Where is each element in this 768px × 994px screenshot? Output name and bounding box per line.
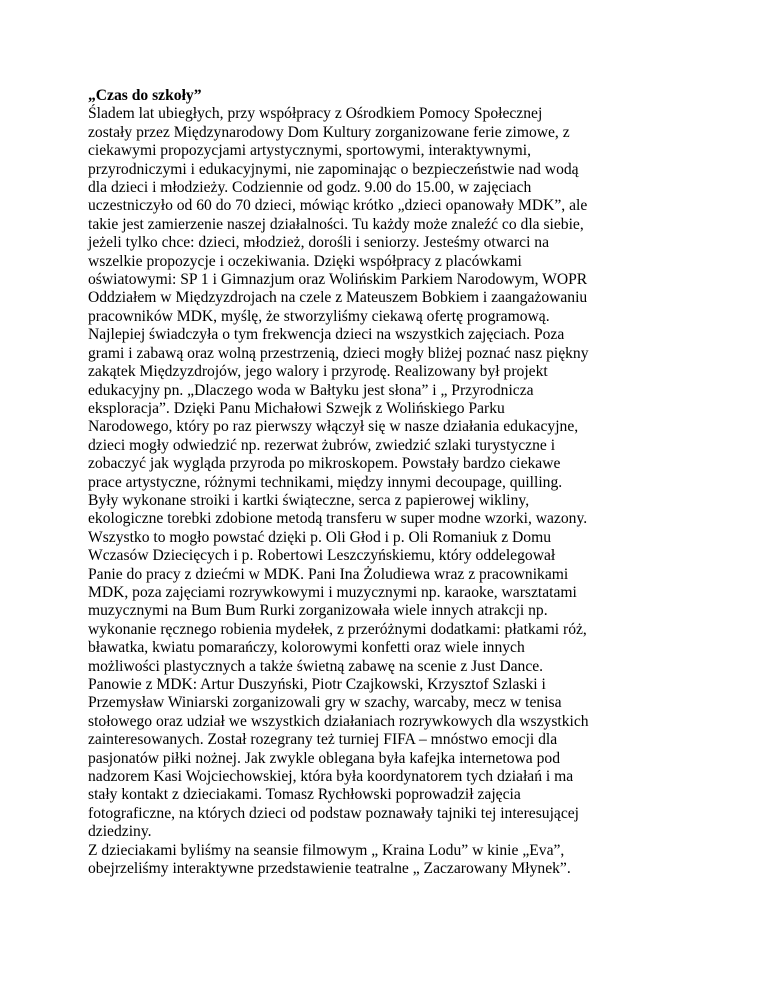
text-line: zobaczyć jak wygląda przyroda po mikroskopem. Powstały bardzo ciekawe (88, 455, 561, 473)
text-line: jeżeli tylko chce: dzieci, młodzież, dorośli i seniorzy. Jesteśmy otwarci na (88, 234, 550, 252)
text-line: wykonanie ręcznego robienia mydełek, z przeróżnymi dodatkami: płatkami róż, (88, 620, 587, 638)
document-body (88, 105, 688, 878)
text-line: zostały przez Międzynarodowy Dom Kultury zorganizowane ferie zimowe, z (88, 123, 570, 141)
text-line: prace artystyczne, różnymi technikami, między innymi decoupage, quilling. (88, 473, 563, 491)
text-line: dziedziny. (88, 823, 152, 841)
text-line: nadzorem Kasi Wojciechowskiej, która była koordynatorem tych działań i ma (88, 768, 574, 786)
text-line: eksploracja”. Dzięki Panu Michałowi Szwejk z Wolińskiego Parku (88, 399, 505, 417)
document-page (88, 87, 688, 878)
text-line: Narodowego, który po raz pierwszy włączył się w nasze działania edukacyjne, (88, 418, 579, 436)
text-line: fotograficzne, na których dzieci od podstaw poznawały tajniki tej interesującej (88, 804, 580, 822)
text-line: pasjonatów piłki nożnej. Jak zwykle oblegana była kafejka internetowa pod (88, 749, 560, 767)
text-line: Oddziałem w Międzyzdrojach na czele z Mateuszem Bobkiem i zaangażowaniu (88, 289, 588, 307)
document-title: „Czas do szkoły” (88, 87, 202, 104)
text-line: Wszystko to mogło powstać dzięki p. Oli Głod i p. Oli Romaniuk z Domu (88, 528, 552, 546)
text-line: obejrzeliśmy interaktywne przedstawienie teatralne „ Zaczarowany Młynek”. (88, 860, 571, 878)
text-line: możliwości plastycznych a także świetną zabawę na scenie z Just Dance. (88, 657, 544, 675)
text-line: Panowie z MDK: Artur Duszyński, Piotr Czajkowski, Krzysztof Szlaski i (88, 676, 546, 693)
text-line: pracowników MDK, myślę, że stworzyliśmy ciekawą ofertę programową. (88, 307, 550, 325)
text-line: Wczasów Dziecięcych i p. Robertowi Leszczyńskiemu, który oddelegował (88, 547, 556, 565)
text-line: Panie do pracy z dziećmi w MDK. Pani Ina Żoludiewa wraz z pracownikami (88, 565, 569, 583)
text-line: muzycznymi na Bum Bum Rurki zorganizowała wiele innych atrakcji np. (88, 602, 548, 620)
text-line: zainteresowanych. Został rozegrany też turniej FIFA – mnóstwo emocji dla (88, 731, 558, 749)
text-line: stołowego oraz udział we wszystkich działaniach rozrywkowych dla wszystkich (88, 712, 589, 730)
text-line: oświatowymi: SP 1 i Gimnazjum oraz Wolińskim Parkiem Narodowym, WOPR (88, 271, 588, 289)
text-line: Z dzieciakami byliśmy na seansie filmowym „ Kraina Lodu” w kinie „Eva”, (88, 841, 565, 859)
text-line: ciekawymi propozycjami artystycznymi, sportowymi, interaktywnymi, (88, 142, 532, 160)
text-line: Przemysław Winiarski zorganizowali gry w szachy, warcaby, mecz w tenisa (88, 694, 562, 712)
text-line: grami i zabawą oraz wolną przestrzenią, dzieci mogły bliżej poznać nasz piękny (88, 344, 589, 362)
text-line: bławatka, kwiatu pomarańczy, kolorowymi konfetti oraz wiele innych (88, 639, 525, 657)
text-line: przyrodniczymi i edukacyjnymi, nie zapominając o bezpieczeństwie nad wodą (88, 160, 579, 178)
text-line: uczestniczyło od 60 do 70 dzieci, mówiąc krótko „dzieci opanowały MDK”, ale (88, 197, 588, 215)
text-line: Były wykonane stroiki i kartki świąteczne, serca z papierowej wikliny, (88, 491, 530, 509)
text-line: MDK, poza zajęciami rozrywkowymi i muzycznymi np. karaoke, warsztatami (88, 583, 577, 601)
text-line: edukacyjny pn. „Dlaczego woda w Bałtyku jest słona” i „ Przyrodnicza (88, 381, 534, 399)
paragraph (88, 105, 688, 841)
text-line: stały kontakt z dzieciakami. Tomasz Rychłowski poprowadził zajęcia (88, 786, 521, 804)
text-line: takie jest zamierzenie naszej działalności. Tu każdy może znaleźć co dla siebie, (88, 215, 584, 233)
text-line: Śladem lat ubiegłych, przy współpracy z Ośrodkiem Pomocy Społecznej (88, 105, 543, 123)
text-line: dla dzieci i młodzieży. Codziennie od godz. 9.00 do 15.00, w zajęciach (88, 179, 532, 197)
text-line: zakątek Międzyzdrojów, jego walory i przyrodę. Realizowany był projekt (88, 363, 548, 381)
paragraph (88, 842, 688, 879)
text-line: dzieci mogły odwiedzić np. rezerwat żubrów, zwiedzić szlaki turystyczne i (88, 436, 556, 454)
text-line: ekologiczne torebki zdobione metodą transferu w super modne wzorki, wazony. (88, 510, 588, 528)
text-line: wszelkie propozycje i oczekiwania. Dzięki współpracy z placówkami (88, 252, 522, 270)
text-line: Najlepiej świadczyła o tym frekwencja dzieci na wszystkich zajęciach. Poza (88, 326, 565, 344)
